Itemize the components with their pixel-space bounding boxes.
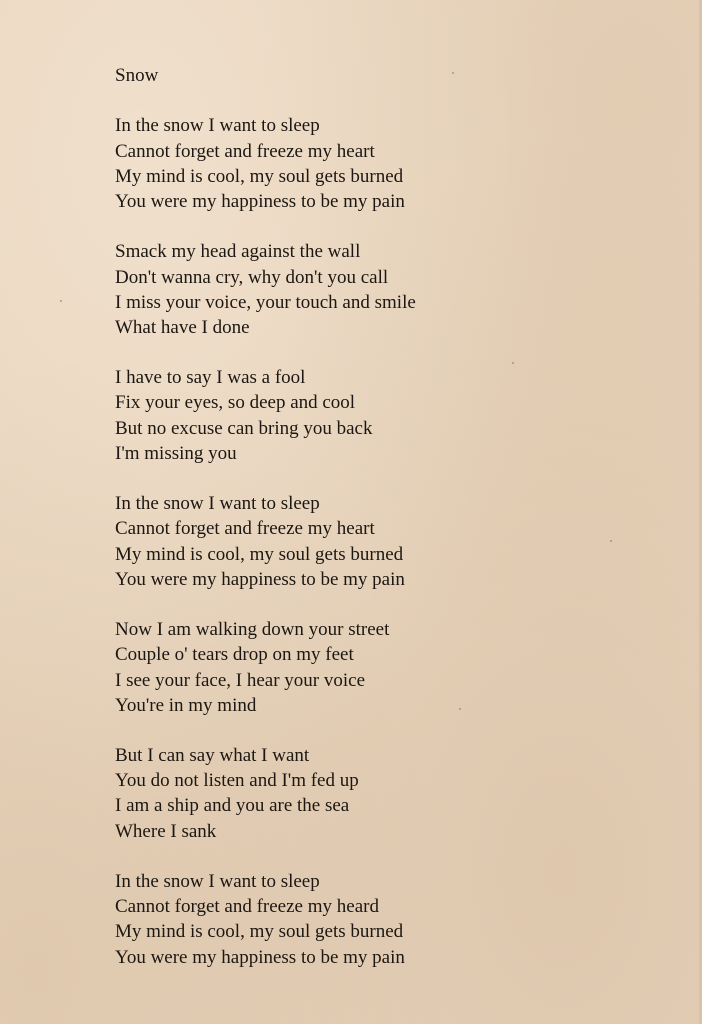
poem-line: Fix your eyes, so deep and cool (115, 392, 356, 414)
paper-speck (60, 300, 62, 302)
poem-line: I miss your voice, your touch and smile (115, 291, 416, 313)
poem-line: You were my happiness to be my pain (115, 568, 405, 590)
stanza-4 (115, 491, 675, 592)
poem-line: In the snow I want to sleep (115, 871, 320, 892)
poem-line: But no excuse can bring you back (115, 417, 373, 439)
poem-line: I have to say I was a fool (115, 367, 306, 389)
poem-line: I'm missing you (115, 442, 237, 464)
poem-line: I see your face, I hear your voice (115, 669, 366, 691)
stanza-3 (115, 365, 675, 466)
poem-line: Cannot forget and freeze my heart (115, 518, 375, 540)
poem-line: You're in my mind (115, 694, 257, 716)
poem-line: My mind is cool, my soul gets burned (115, 165, 404, 187)
poem-line: In the snow I want to sleep (115, 493, 320, 515)
poem-line: You do not listen and I'm fed up (115, 770, 359, 792)
poem-line: Cannot forget and freeze my heard (115, 896, 379, 918)
stanza-1 (115, 113, 675, 214)
poem-line: You were my happiness to be my pain (115, 946, 405, 968)
poem-line: Now I am walking down your street (115, 619, 390, 641)
poem-line: My mind is cool, my soul gets burned (115, 543, 404, 565)
poem-line: Don't wanna cry, why don't you call (115, 266, 389, 288)
poem-line: Where I sank (115, 820, 217, 842)
poem-line: But I can say what I want (115, 745, 310, 767)
poem-line: You were my happiness to be my pain (115, 190, 405, 212)
stanza-6 (115, 743, 675, 844)
stanza-2 (115, 239, 675, 340)
stanza-7 (115, 869, 675, 970)
poem-line: My mind is cool, my soul gets burned (115, 921, 404, 943)
stanza-5 (115, 617, 675, 718)
poem-line: Smack my head against the wall (115, 241, 361, 263)
poem-line: I am a ship and you are the sea (115, 795, 350, 817)
poem-line: Couple o' tears drop on my feet (115, 644, 354, 666)
poem-line: Cannot forget and freeze my heart (115, 140, 375, 162)
poem (115, 63, 675, 995)
poem-line: What have I done (115, 316, 250, 338)
poem-title: Snow (115, 65, 159, 86)
poem-line: In the snow I want to sleep (115, 115, 320, 137)
